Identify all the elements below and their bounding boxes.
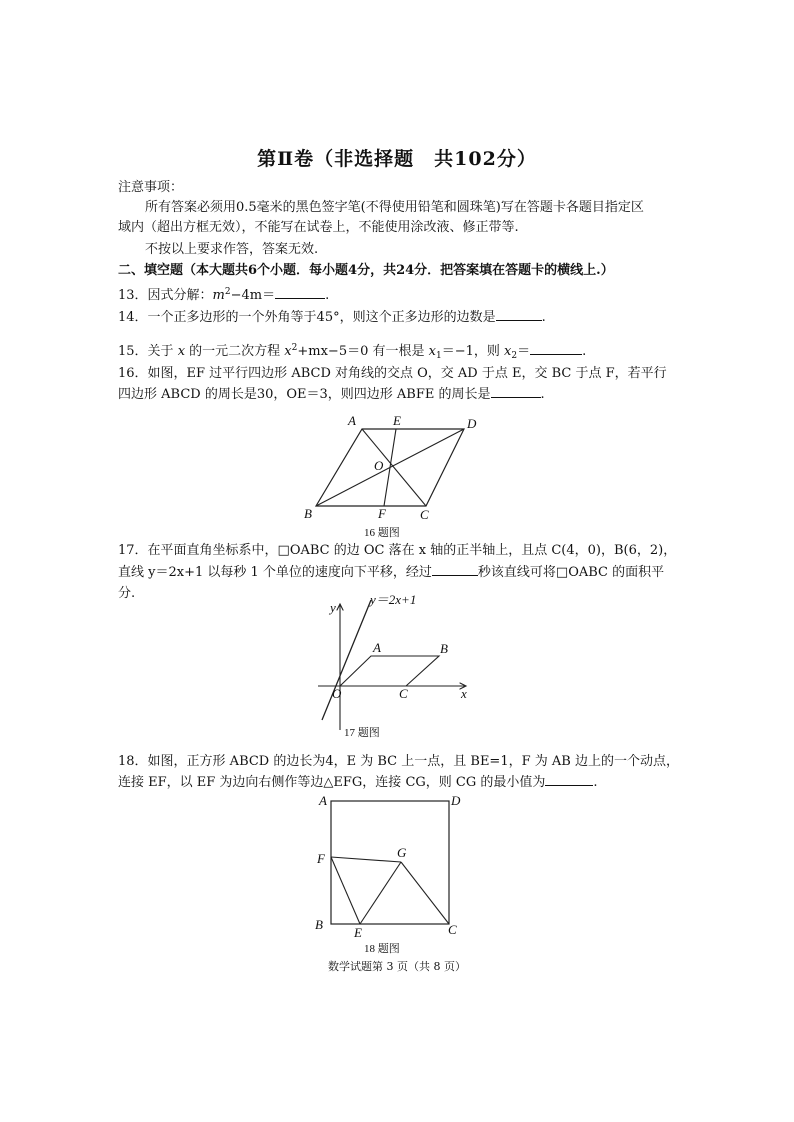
segment-fe	[331, 857, 360, 924]
figure-18	[310, 790, 470, 958]
question-18-line-2: 连接 EF，以 EF 为边向右侧作等边△EFG，连接 CG，则 CG 的最小值为 .	[118, 775, 598, 790]
notice-line-1: 所有答案必须用0.5毫米的黑色签字笔(不得使用铅笔和圆珠笔)写在答题卡各题目指定区	[145, 200, 644, 215]
figure-17	[308, 590, 483, 740]
part2-heading: 二、填空题（本大题共6个小题．每小题4分，共24分．把答案填在答题卡的横线上.）	[118, 263, 614, 278]
square-abcd	[331, 801, 449, 924]
label-d: D	[467, 416, 477, 431]
section-title: 第Ⅱ卷（非选择题 共102分）	[257, 148, 537, 170]
label-a: A	[319, 793, 327, 808]
question-13: 13．因式分解：$m^2-4m=$ .	[118, 287, 330, 303]
answer-blank-13[interactable]	[275, 286, 325, 299]
question-17-line-1: 17．在平面直角坐标系中，□OABC 的边 OC 落在 x 轴的正半轴上，且点 C(4，0)，B(6，2)，	[118, 543, 677, 558]
answer-blank-15[interactable]	[530, 342, 582, 355]
notice-line-2: 域内（超出方框无效），不能写在试卷上，不能使用涂改液、修正带等.	[118, 220, 519, 235]
label-f: F	[378, 506, 386, 521]
label-e: E	[393, 413, 401, 428]
notice-line-3: 不按以上要求作答，答案无效.	[145, 242, 319, 257]
label-f: F	[317, 851, 325, 866]
label-o: O	[374, 458, 384, 473]
label-d: D	[451, 793, 461, 808]
question-16-line-2: 四边形 ABCD 的周长是30，OE＝3，则四边形 ABFE 的周长是 .	[118, 387, 545, 402]
label-g: G	[397, 845, 407, 860]
segment-eg	[360, 862, 401, 924]
label-x: x	[461, 686, 467, 701]
line-y-2x-plus-1	[322, 600, 371, 720]
label-o: O	[332, 686, 342, 701]
figure-16-caption: 16 题图	[364, 527, 400, 539]
label-b: B	[440, 641, 448, 656]
notice-heading: 注意事项：	[118, 180, 184, 195]
page-footer: 数学试题第 3 页（共 8 页）	[328, 960, 466, 973]
parallelogram-oabc	[340, 656, 439, 686]
label-c: C	[420, 507, 429, 522]
label-c: C	[399, 686, 408, 701]
label-a: A	[373, 640, 381, 655]
segment-fg	[331, 857, 401, 862]
label-e: E	[354, 925, 362, 940]
question-18-line-1: 18．如图，正方形 ABCD 的边长为4，E 为 BC 上一点，且 BE=1，F 为 AB 边上的一个动点，	[118, 754, 679, 769]
question-17-line-2: 直线 y＝2x+1 以每秒 1 个单位的速度向下平移，经过 秒该直线可将□OABC 的面积平	[118, 565, 665, 580]
answer-blank-18[interactable]	[545, 773, 593, 786]
question-14: 14．一个正多边形的一个外角等于45°，则这个正多边形的边数是 .	[118, 310, 546, 325]
label-a: A	[348, 413, 356, 428]
label-b: B	[315, 917, 323, 932]
label-c: C	[448, 922, 457, 937]
question-15: 15．关于 x 的一元二次方程 $x^2+mx-5=0$ 有一根是 $x_1=-1$，则 $x_2=$ .	[118, 343, 587, 361]
figure-16	[290, 408, 500, 543]
figure-18-caption: 18 题图	[364, 943, 400, 955]
question-16-line-1: 16．如图，EF 过平行四边形 ABCD 对角线的交点 O，交 AD 于点 E，交 BC 于点 F，若平行	[118, 366, 667, 381]
label-b: B	[304, 506, 312, 521]
answer-blank-16[interactable]	[491, 385, 541, 398]
question-17-line-3: 分.	[118, 586, 136, 601]
answer-blank-17[interactable]	[432, 563, 478, 576]
label-line: y＝2x+1	[370, 592, 417, 607]
label-y: y	[330, 600, 336, 615]
figure-17-caption: 17 题图	[344, 727, 380, 739]
answer-blank-14[interactable]	[496, 308, 542, 321]
segment-gc	[401, 862, 449, 924]
